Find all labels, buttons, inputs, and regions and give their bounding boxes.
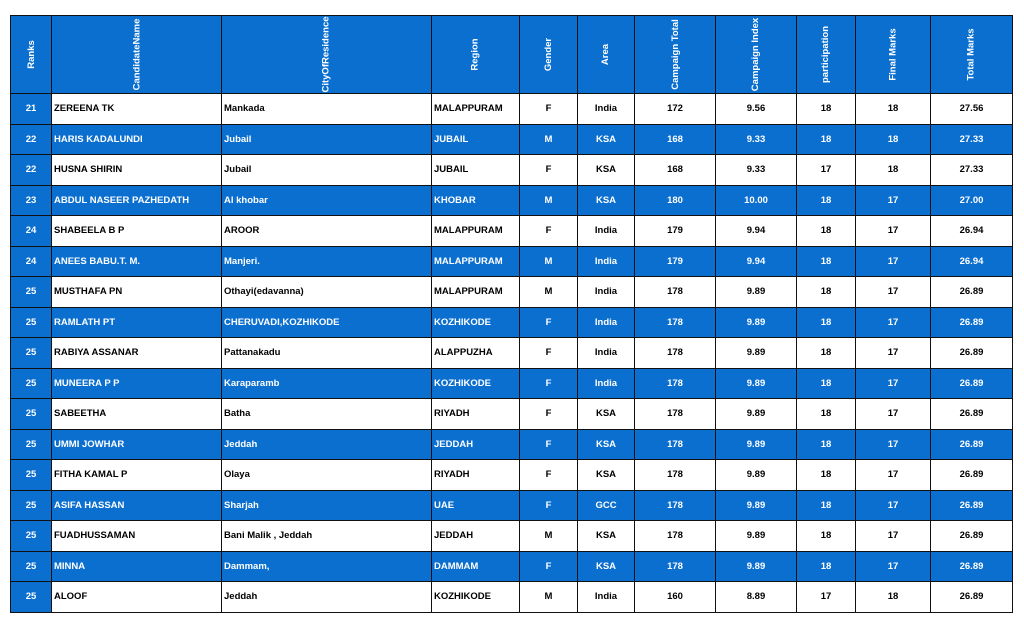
total-marks-cell: 26.89	[931, 490, 1013, 521]
rank-cell: 25	[11, 338, 52, 369]
rank-cell: 25	[11, 551, 52, 582]
total-marks-cell: 26.89	[931, 399, 1013, 430]
participation-cell: 17	[797, 155, 856, 186]
campaign-index-cell: 9.89	[716, 429, 797, 460]
city-cell: Pattanakadu	[222, 338, 432, 369]
candidate-name-cell: ALOOF	[52, 582, 222, 613]
final-marks-cell: 17	[856, 368, 931, 399]
participation-cell: 18	[797, 277, 856, 308]
city-cell: Sharjah	[222, 490, 432, 521]
region-cell: KOZHIKODE	[432, 582, 520, 613]
area-cell: India	[578, 368, 635, 399]
rank-cell: 21	[11, 94, 52, 125]
table-row[interactable]	[11, 155, 1013, 186]
campaign-index-cell: 9.89	[716, 460, 797, 491]
header-gender[interactable]: Gender	[520, 16, 578, 94]
final-marks-cell: 17	[856, 338, 931, 369]
campaign-total-cell: 178	[635, 338, 716, 369]
final-marks-cell: 17	[856, 399, 931, 430]
total-marks-cell: 26.89	[931, 338, 1013, 369]
campaign-index-cell: 10.00	[716, 185, 797, 216]
rank-cell: 22	[11, 155, 52, 186]
header-region[interactable]: Region	[432, 16, 520, 94]
participation-cell: 18	[797, 216, 856, 247]
campaign-total-cell: 178	[635, 429, 716, 460]
candidate-name-cell: HARIS KADALUNDI	[52, 124, 222, 155]
table-row[interactable]	[11, 216, 1013, 247]
campaign-total-cell: 178	[635, 490, 716, 521]
header-campaign-total[interactable]: Campaign Total	[635, 16, 716, 94]
final-marks-cell: 17	[856, 551, 931, 582]
header-candidate-name[interactable]: CandidateName	[52, 16, 222, 94]
header-ranks[interactable]: Ranks	[11, 16, 52, 94]
final-marks-cell: 17	[856, 521, 931, 552]
campaign-total-cell: 168	[635, 155, 716, 186]
participation-cell: 18	[797, 307, 856, 338]
header-row	[11, 16, 1013, 94]
campaign-total-cell: 179	[635, 216, 716, 247]
region-cell: RIYADH	[432, 460, 520, 491]
participation-cell: 18	[797, 338, 856, 369]
table-row[interactable]	[11, 94, 1013, 125]
area-cell: KSA	[578, 429, 635, 460]
total-marks-cell: 26.89	[931, 460, 1013, 491]
candidate-name-cell: SABEETHA	[52, 399, 222, 430]
table-row[interactable]	[11, 490, 1013, 521]
region-cell: MALAPPURAM	[432, 216, 520, 247]
campaign-index-cell: 9.33	[716, 155, 797, 186]
header-city-of-residence[interactable]: CityOfResidence	[222, 16, 432, 94]
participation-cell: 18	[797, 246, 856, 277]
campaign-total-cell: 180	[635, 185, 716, 216]
gender-cell: F	[520, 155, 578, 186]
area-cell: India	[578, 246, 635, 277]
final-marks-cell: 17	[856, 216, 931, 247]
final-marks-cell: 18	[856, 155, 931, 186]
rank-cell: 25	[11, 307, 52, 338]
campaign-index-cell: 9.56	[716, 94, 797, 125]
campaign-total-cell: 178	[635, 277, 716, 308]
region-cell: KHOBAR	[432, 185, 520, 216]
candidate-name-cell: MUSTHAFA PN	[52, 277, 222, 308]
total-marks-cell: 26.89	[931, 307, 1013, 338]
rank-cell: 24	[11, 246, 52, 277]
city-cell: Bani Malik , Jeddah	[222, 521, 432, 552]
candidate-name-cell: ABDUL NASEER PAZHEDATH	[52, 185, 222, 216]
candidate-name-cell: MINNA	[52, 551, 222, 582]
area-cell: KSA	[578, 399, 635, 430]
candidate-name-cell: HUSNA SHIRIN	[52, 155, 222, 186]
area-cell: India	[578, 582, 635, 613]
final-marks-cell: 17	[856, 460, 931, 491]
total-marks-cell: 26.89	[931, 582, 1013, 613]
campaign-total-cell: 178	[635, 307, 716, 338]
campaign-index-cell: 9.89	[716, 338, 797, 369]
gender-cell: F	[520, 307, 578, 338]
region-cell: MALAPPURAM	[432, 277, 520, 308]
table-row[interactable]	[11, 551, 1013, 582]
gender-cell: F	[520, 460, 578, 491]
area-cell: India	[578, 94, 635, 125]
participation-cell: 18	[797, 460, 856, 491]
total-marks-cell: 27.33	[931, 155, 1013, 186]
table-row[interactable]	[11, 368, 1013, 399]
gender-cell: F	[520, 94, 578, 125]
city-cell: Manjeri.	[222, 246, 432, 277]
candidate-name-cell: UMMI JOWHAR	[52, 429, 222, 460]
table-row[interactable]	[11, 307, 1013, 338]
candidate-name-cell: ANEES BABU.T. M.	[52, 246, 222, 277]
campaign-total-cell: 178	[635, 460, 716, 491]
rank-cell: 25	[11, 490, 52, 521]
campaign-total-cell: 178	[635, 521, 716, 552]
total-marks-cell: 26.89	[931, 277, 1013, 308]
gender-cell: F	[520, 551, 578, 582]
participation-cell: 18	[797, 490, 856, 521]
region-cell: RIYADH	[432, 399, 520, 430]
campaign-index-cell: 9.89	[716, 490, 797, 521]
rank-cell: 25	[11, 399, 52, 430]
table-row[interactable]	[11, 277, 1013, 308]
city-cell: Karaparamb	[222, 368, 432, 399]
campaign-total-cell: 178	[635, 551, 716, 582]
results-table	[10, 15, 1013, 613]
region-cell: MALAPPURAM	[432, 246, 520, 277]
campaign-total-cell: 160	[635, 582, 716, 613]
city-cell: Othayi(edavanna)	[222, 277, 432, 308]
campaign-index-cell: 9.33	[716, 124, 797, 155]
total-marks-cell: 26.94	[931, 216, 1013, 247]
area-cell: KSA	[578, 460, 635, 491]
participation-cell: 18	[797, 185, 856, 216]
header-final-marks[interactable]: Final Marks	[856, 16, 931, 94]
campaign-total-cell: 179	[635, 246, 716, 277]
city-cell: Batha	[222, 399, 432, 430]
city-cell: AROOR	[222, 216, 432, 247]
total-marks-cell: 26.89	[931, 429, 1013, 460]
table-row[interactable]	[11, 429, 1013, 460]
campaign-index-cell: 9.89	[716, 277, 797, 308]
region-cell: JUBAIL	[432, 155, 520, 186]
region-cell: DAMMAM	[432, 551, 520, 582]
campaign-index-cell: 9.89	[716, 551, 797, 582]
region-cell: JEDDAH	[432, 521, 520, 552]
gender-cell: F	[520, 399, 578, 430]
campaign-index-cell: 9.94	[716, 246, 797, 277]
total-marks-cell: 26.94	[931, 246, 1013, 277]
region-cell: ALAPPUZHA	[432, 338, 520, 369]
campaign-index-cell: 9.89	[716, 399, 797, 430]
area-cell: KSA	[578, 155, 635, 186]
candidate-name-cell: SHABEELA B P	[52, 216, 222, 247]
campaign-total-cell: 168	[635, 124, 716, 155]
total-marks-cell: 27.00	[931, 185, 1013, 216]
table-row[interactable]	[11, 124, 1013, 155]
final-marks-cell: 17	[856, 185, 931, 216]
gender-cell: F	[520, 368, 578, 399]
city-cell: Mankada	[222, 94, 432, 125]
campaign-index-cell: 8.89	[716, 582, 797, 613]
table-row[interactable]	[11, 185, 1013, 216]
final-marks-cell: 17	[856, 277, 931, 308]
city-cell: Jubail	[222, 124, 432, 155]
area-cell: India	[578, 338, 635, 369]
area-cell: GCC	[578, 490, 635, 521]
final-marks-cell: 18	[856, 582, 931, 613]
candidate-name-cell: FUADHUSSAMAN	[52, 521, 222, 552]
campaign-index-cell: 9.89	[716, 307, 797, 338]
area-cell: India	[578, 277, 635, 308]
gender-cell: M	[520, 521, 578, 552]
area-cell: KSA	[578, 185, 635, 216]
area-cell: India	[578, 216, 635, 247]
total-marks-cell: 27.56	[931, 94, 1013, 125]
rank-cell: 25	[11, 521, 52, 552]
table-row[interactable]	[11, 399, 1013, 430]
area-cell: India	[578, 307, 635, 338]
participation-cell: 18	[797, 399, 856, 430]
campaign-total-cell: 178	[635, 368, 716, 399]
city-cell: Olaya	[222, 460, 432, 491]
gender-cell: F	[520, 490, 578, 521]
candidate-name-cell: RABIYA ASSANAR	[52, 338, 222, 369]
gender-cell: M	[520, 246, 578, 277]
participation-cell: 18	[797, 94, 856, 125]
rank-cell: 25	[11, 582, 52, 613]
region-cell: KOZHIKODE	[432, 307, 520, 338]
city-cell: Al khobar	[222, 185, 432, 216]
rank-cell: 25	[11, 277, 52, 308]
total-marks-cell: 27.33	[931, 124, 1013, 155]
table-row[interactable]	[11, 338, 1013, 369]
rank-cell: 25	[11, 368, 52, 399]
participation-cell: 18	[797, 429, 856, 460]
region-cell: JEDDAH	[432, 429, 520, 460]
total-marks-cell: 26.89	[931, 551, 1013, 582]
final-marks-cell: 17	[856, 429, 931, 460]
gender-cell: M	[520, 277, 578, 308]
city-cell: Jeddah	[222, 582, 432, 613]
gender-cell: M	[520, 185, 578, 216]
gender-cell: M	[520, 124, 578, 155]
area-cell: KSA	[578, 551, 635, 582]
final-marks-cell: 17	[856, 307, 931, 338]
table-row[interactable]	[11, 521, 1013, 552]
campaign-index-cell: 9.89	[716, 521, 797, 552]
final-marks-cell: 17	[856, 246, 931, 277]
table-row[interactable]	[11, 246, 1013, 277]
city-cell: Dammam,	[222, 551, 432, 582]
rank-cell: 24	[11, 216, 52, 247]
campaign-index-cell: 9.94	[716, 216, 797, 247]
gender-cell: M	[520, 582, 578, 613]
candidate-name-cell: RAMLATH PT	[52, 307, 222, 338]
candidate-name-cell: FITHA KAMAL P	[52, 460, 222, 491]
header-campaign-index[interactable]: Campaign Index	[716, 16, 797, 94]
rank-cell: 22	[11, 124, 52, 155]
total-marks-cell: 26.89	[931, 521, 1013, 552]
header-total-marks[interactable]: Total Marks	[931, 16, 1013, 94]
region-cell: MALAPPURAM	[432, 94, 520, 125]
participation-cell: 18	[797, 124, 856, 155]
table-body	[11, 94, 1013, 613]
city-cell: CHERUVADI,KOZHIKODE	[222, 307, 432, 338]
region-cell: KOZHIKODE	[432, 368, 520, 399]
total-marks-cell: 26.89	[931, 368, 1013, 399]
region-cell: UAE	[432, 490, 520, 521]
header-participation[interactable]: participation	[797, 16, 856, 94]
final-marks-cell: 17	[856, 490, 931, 521]
campaign-total-cell: 172	[635, 94, 716, 125]
rank-cell: 23	[11, 185, 52, 216]
city-cell: Jubail	[222, 155, 432, 186]
participation-cell: 18	[797, 521, 856, 552]
candidate-name-cell: ZEREENA TK	[52, 94, 222, 125]
final-marks-cell: 18	[856, 124, 931, 155]
table-row[interactable]	[11, 582, 1013, 613]
city-cell: Jeddah	[222, 429, 432, 460]
table-row[interactable]	[11, 460, 1013, 491]
participation-cell: 18	[797, 551, 856, 582]
final-marks-cell: 18	[856, 94, 931, 125]
gender-cell: F	[520, 216, 578, 247]
header-area[interactable]: Area	[578, 16, 635, 94]
rank-cell: 25	[11, 460, 52, 491]
area-cell: KSA	[578, 124, 635, 155]
rank-cell: 25	[11, 429, 52, 460]
gender-cell: F	[520, 338, 578, 369]
candidate-name-cell: MUNEERA P P	[52, 368, 222, 399]
region-cell: JUBAIL	[432, 124, 520, 155]
participation-cell: 18	[797, 368, 856, 399]
campaign-total-cell: 178	[635, 399, 716, 430]
participation-cell: 17	[797, 582, 856, 613]
gender-cell: F	[520, 429, 578, 460]
candidate-name-cell: ASIFA HASSAN	[52, 490, 222, 521]
area-cell: KSA	[578, 521, 635, 552]
campaign-index-cell: 9.89	[716, 368, 797, 399]
